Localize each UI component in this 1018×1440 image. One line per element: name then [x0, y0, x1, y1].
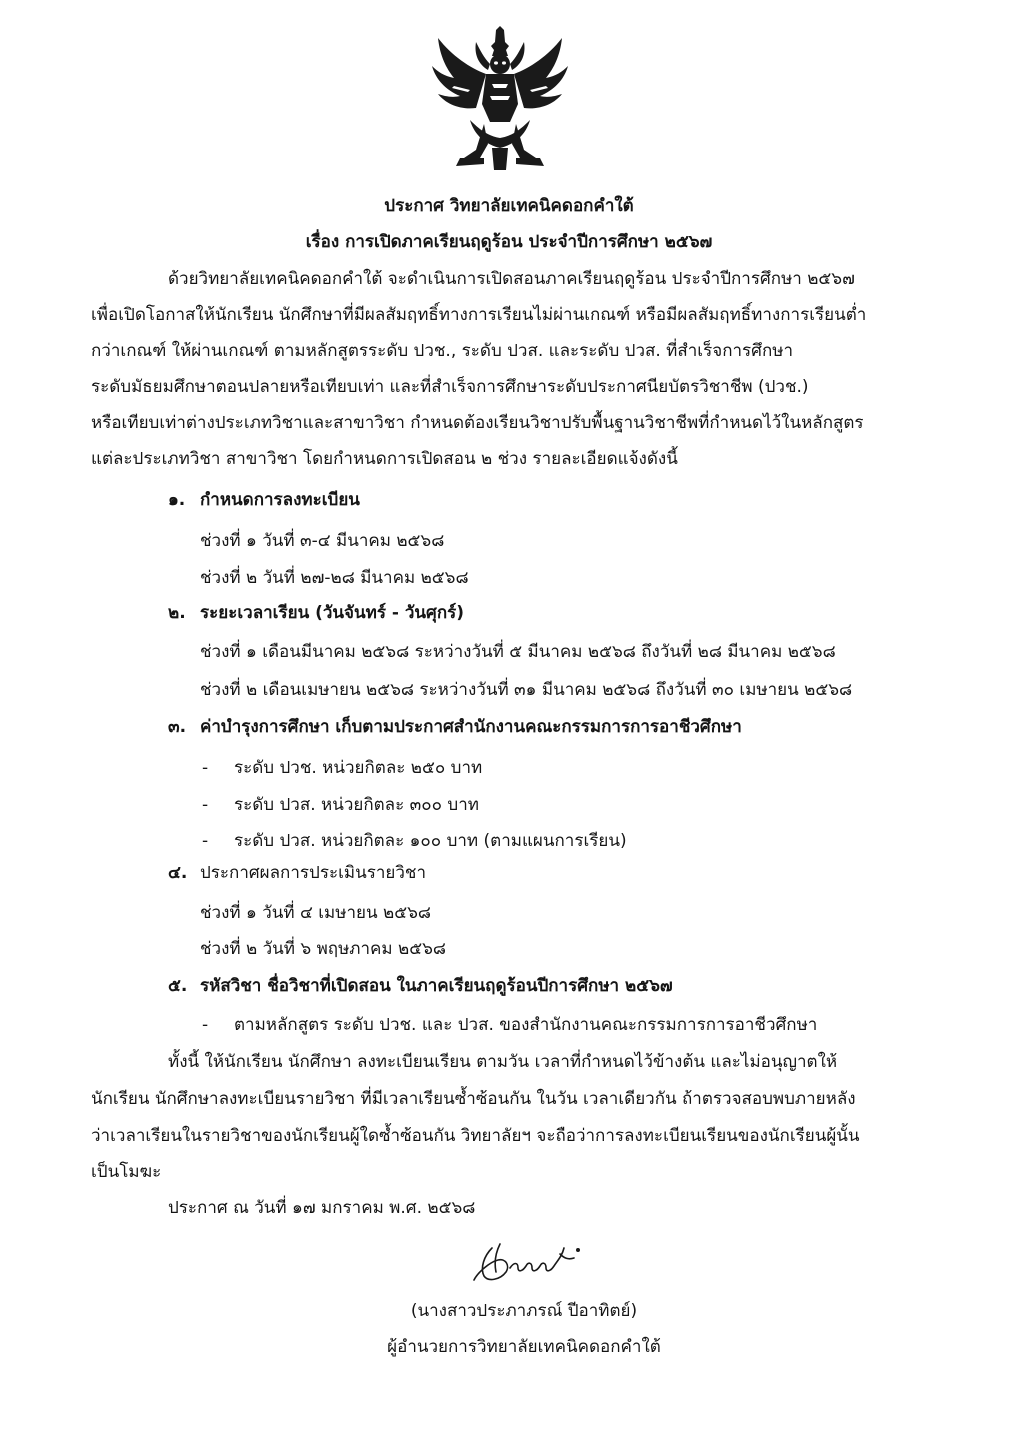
section-1-heading: กำหนดการลงทะเบียน [200, 490, 360, 510]
bullet-mark: - [202, 831, 209, 851]
section-2-number: ๒. [168, 603, 186, 623]
fee-item: ระดับ ปวช. หน่วยกิตละ ๒๕๐ บาท [234, 758, 483, 778]
bullet-mark: - [202, 795, 209, 815]
intro-line: กว่าเกณฑ์ ให้ผ่านเกณฑ์ ตามหลักสูตรระดับ ปวช., ระดับ ปวส. และระดับ ปวส. ที่สำเร็จการศึกษา [91, 341, 794, 361]
bullet-mark: - [202, 1015, 209, 1035]
intro-line: ด้วยวิทยาลัยเทคนิคดอกคำใต้ จะดำเนินการเปิดสอนภาคเรียนฤดูร้อน ประจำปีการศึกษา ๒๕๖๗ [168, 269, 855, 289]
registration-period-1: ช่วงที่ ๑ วันที่ ๓-๔ มีนาคม ๒๕๖๘ [200, 531, 445, 551]
signer-name: (นางสาวประภาภรณ์ ปีอาทิตย์) [410, 1301, 638, 1321]
handwritten-signature-icon [470, 1238, 590, 1288]
section-4-number: ๔. [168, 863, 188, 883]
closing-line: ว่าเวลาเรียนในรายวิชาของนักเรียนผู้ใดซ้ำซ้อนกัน วิทยาลัยฯ จะถือว่าการลงทะเบียนเรียนของนักเรียนผู้นั้น [91, 1126, 860, 1146]
signer-position: ผู้อำนวยการวิทยาลัยเทคนิคดอกคำใต้ [387, 1337, 661, 1357]
section-4-heading: ประกาศผลการประเมินรายวิชา [200, 863, 426, 883]
closing-line: ทั้งนี้ ให้นักเรียน นักศึกษา ลงทะเบียนเรียน ตามวัน เวลาที่กำหนดไว้ข้างต้น และไม่อนุญาตให้ [168, 1052, 838, 1072]
intro-line: เพื่อเปิดโอกาสให้นักเรียน นักศึกษาที่มีผลสัมฤทธิ์ทางการเรียนไม่ผ่านเกณฑ์ หรือมีผลสัมฤทธิ์ทางการเรียนต่ำ [91, 305, 867, 325]
intro-line: หรือเทียบเท่าต่างประเภทวิชาและสาขาวิชา กำหนดต้องเรียนวิชาปรับพื้นฐานวิชาชีพที่กำหนดไว้ในหลักสูตร [91, 413, 864, 433]
result-date-1: ช่วงที่ ๑ วันที่ ๔ เมษายน ๒๕๖๘ [200, 903, 431, 923]
fee-item: ระดับ ปวส. หน่วยกิตละ ๓๐๐ บาท [234, 795, 479, 815]
announcement-title: ประกาศ วิทยาลัยเทคนิคดอกคำใต้ [384, 196, 634, 216]
garuda-emblem-icon [430, 26, 570, 172]
registration-period-2: ช่วงที่ ๒ วันที่ ๒๗-๒๘ มีนาคม ๒๕๖๘ [200, 568, 469, 588]
intro-line: ระดับมัธยมศึกษาตอนปลายหรือเทียบเท่า และที่สำเร็จการศึกษาระดับประกาศนียบัตรวิชาชีพ (ปวช.) [91, 377, 809, 397]
closing-line: เป็นโมฆะ [91, 1162, 162, 1182]
announce-date: ประกาศ ณ วันที่ ๑๗ มกราคม พ.ศ. ๒๕๖๘ [168, 1198, 476, 1218]
section-3-heading: ค่าบำรุงการศึกษา เก็บตามประกาศสำนักงานคณะกรรมการการอาชีวศึกษา [200, 717, 742, 737]
fee-item: ระดับ ปวส. หน่วยกิตละ ๑๐๐ บาท (ตามแผนการเรียน) [234, 831, 627, 851]
closing-line: นักเรียน นักศึกษาลงทะเบียนรายวิชา ที่มีเวลาเรียนซ้ำซ้อนกัน ในวัน เวลาเดียวกัน ถ้าตรวจสอบพบภายหลัง [91, 1089, 856, 1109]
announcement-subject: เรื่อง การเปิดภาคเรียนฤดูร้อน ประจำปีการศึกษา ๒๕๖๗ [305, 232, 713, 252]
result-date-2: ช่วงที่ ๒ วันที่ ๖ พฤษภาคม ๒๕๖๘ [200, 939, 446, 959]
section-1-number: ๑. [168, 490, 186, 510]
section-3-number: ๓. [168, 717, 187, 737]
study-period-2: ช่วงที่ ๒ เดือนเมษายน ๒๕๖๘ ระหว่างวันที่ ๓๑ มีนาคม ๒๕๖๘ ถึงวันที่ ๓๐ เมษายน ๒๕๖๘ [200, 680, 853, 700]
section-5-heading: รหัสวิชา ชื่อวิชาที่เปิดสอน ในภาคเรียนฤดูร้อนปีการศึกษา ๒๕๖๗ [200, 976, 673, 996]
section-5-number: ๕. [168, 976, 188, 996]
course-item: ตามหลักสูตร ระดับ ปวช. และ ปวส. ของสำนักงานคณะกรรมการการอาชีวศึกษา [234, 1015, 818, 1035]
study-period-1: ช่วงที่ ๑ เดือนมีนาคม ๒๕๖๘ ระหว่างวันที่ ๕ มีนาคม ๒๕๖๘ ถึงวันที่ ๒๘ มีนาคม ๒๕๖๘ [200, 642, 836, 662]
intro-line: แต่ละประเภทวิชา สาขาวิชา โดยกำหนดการเปิดสอน ๒ ช่วง รายละเอียดแจ้งดังนี้ [91, 449, 678, 469]
section-2-heading: ระยะเวลาเรียน (วันจันทร์ - วันศุกร์) [200, 603, 465, 623]
bullet-mark: - [202, 758, 209, 778]
